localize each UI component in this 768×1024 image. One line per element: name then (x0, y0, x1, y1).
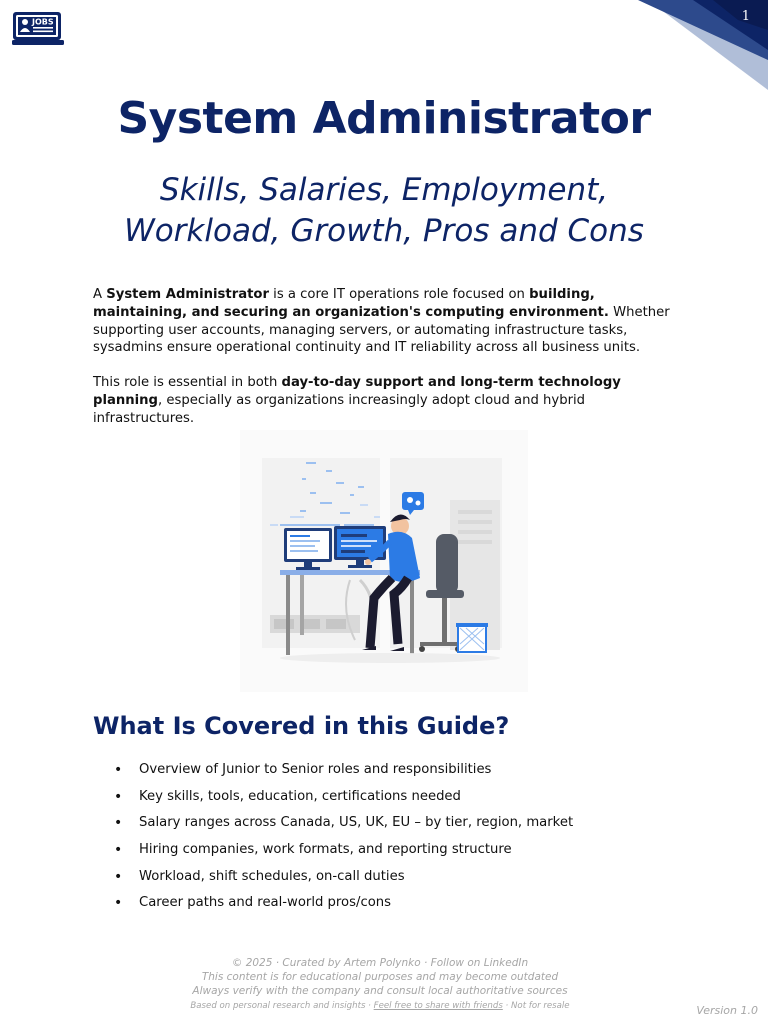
footer-share-link[interactable]: Feel free to share with friends (373, 1000, 503, 1011)
footer-note (120, 999, 640, 1013)
intro-section (93, 286, 683, 445)
jobs-logo (12, 11, 64, 47)
intro-p1-text-e: Whether supporting user accounts, managing servers, or automating infrastructure tasks, sysadmins ensure operational continuity and IT reliability across all business units. (93, 304, 670, 356)
page-title: System Administrator (117, 93, 651, 144)
subtitle-line-2: Workload, Growth, Pros and Cons (124, 213, 644, 249)
page-subtitle (0, 170, 768, 252)
intro-p1-bold-role: System Administrator (106, 287, 269, 302)
footer-disclaimer: This content is for educational purposes and may become outdated (201, 971, 559, 984)
intro-paragraph-1 (93, 286, 683, 357)
covered-heading: What Is Covered in this Guide? (93, 712, 510, 740)
footer-verify: Always verify with the company and consult local authoritative sources (192, 985, 568, 998)
intro-p1-text-a: A (93, 287, 107, 302)
footer-credit: © 2025 · Curated by Artem Polynko · Follow on LinkedIn (231, 957, 529, 969)
intro-p2-text-a: This role is essential in both (93, 375, 282, 391)
list-item: • Hiring companies, work formats, and reporting structure (93, 841, 653, 868)
page-number: 1 (741, 9, 750, 24)
footer-note-a: Based on personal research and insights · (190, 1000, 374, 1011)
intro-paragraph-2 (93, 374, 683, 427)
list-item: • Key skills, tools, education, certifications needed (93, 788, 653, 815)
list-item: • Salary ranges across Canada, US, UK, EU – by tier, region, market (93, 814, 653, 841)
intro-p2-text-c: , especially as organizations increasingly adopt cloud and hybrid infrastructures. (93, 392, 586, 426)
covered-list (93, 761, 653, 921)
footer (120, 956, 640, 1013)
intro-p1-bold-focus: building, maintaining, and securing an organization's computing environment. (93, 287, 609, 320)
list-item: • Career paths and real-world pros/cons (93, 894, 653, 921)
version-label: Version 1.0 (696, 1004, 758, 1017)
sysadmin-illustration (240, 430, 528, 692)
list-item: • Overview of Junior to Senior roles and responsibilities (93, 761, 653, 788)
footer-note-c: · Not for resale (502, 1000, 570, 1011)
intro-p1-text-c: is a core IT operations role focused on (268, 287, 530, 302)
intro-p2-bold: day-to-day support and long-term technology planning (93, 375, 621, 408)
logo-text: JOBS (32, 17, 54, 27)
list-item: • Workload, shift schedules, on-call duties (93, 868, 653, 895)
subtitle-line-1: Skills, Salaries, Employment, (159, 172, 609, 208)
